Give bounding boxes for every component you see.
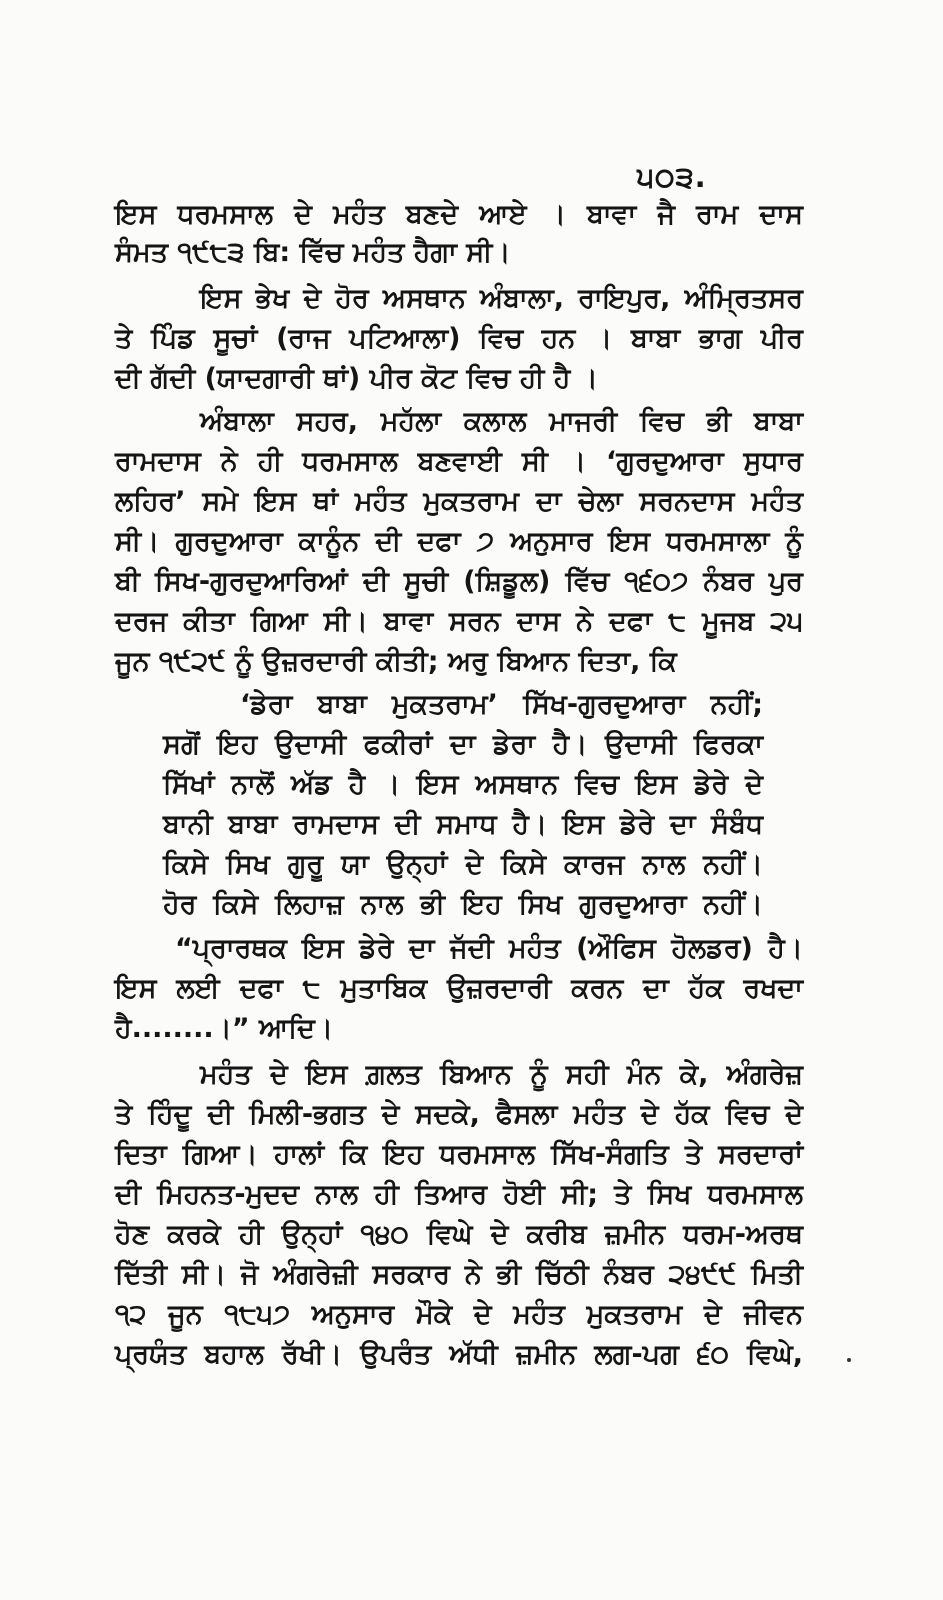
text-line: ਮਹੰਤ ਦੇ ਇਸ ਗ਼ਲਤ ਬਿਆਨ ਨੂੰ ਸਹੀ ਮੰਨ ਕੇ, ਅੰਗਰੇਜ਼ — [200, 1059, 803, 1090]
scan-speck — [847, 1358, 851, 1362]
text-line: ਸਿੱਖਾਂ ਨਾਲੋਂ ਅੱਡ ਹੈ । ਇਸ ਅਸਥਾਨ ਵਿਚ ਇਸ ਡੇਰੇ ਦੇ — [163, 769, 763, 800]
text-line: ਅੰਬਾਲਾ ਸਹਰ, ਮਹੱਲਾ ਕਲਾਲ ਮਾਜਰੀ ਵਿਚ ਭੀ ਬਾਬਾ — [200, 406, 803, 437]
text-line: ਇਸ ਭੇਖ ਦੇ ਹੋਰ ਅਸਥਾਨ ਅੰਬਾਲਾ, ਰਾਇਪੁਰ, ਅੰਮ੍ਰਿਤਸਰ — [200, 283, 803, 314]
text-line: ਦਿਤਾ ਗਿਆ। ਹਾਲਾਂ ਕਿ ਇਹ ਧਰਮਸਾਲ ਸਿੱਖ-ਸੰਗਤਿ ਤੇ ਸਰਦਾਰਾਂ — [115, 1139, 803, 1170]
text-line: ਬਾਨੀ ਬਾਬਾ ਰਾਮਦਾਸ ਦੀ ਸਮਾਧ ਹੈ। ਇਸ ਡੇਰੇ ਦਾ ਸੰਬੰਧ — [163, 809, 763, 840]
text-line: ਰਾਮਦਾਸ ਨੇ ਹੀ ਧਰਮਸਾਲ ਬਣਵਾਈ ਸੀ । ‘ਗੁਰਦੁਆਰਾ ਸੁਧਾਰ — [115, 446, 803, 477]
text-line: ੧੨ ਜੂਨ ੧੮੫੭ ਅਨੁਸਾਰ ਮੌਕੇ ਦੇ ਮਹੰਤ ਮੁਕਤਰਾਮ ਦੇ ਜੀਵਨ — [115, 1299, 803, 1330]
text-line: ਤੇ ਹਿੰਦੂ ਦੀ ਮਿਲੀ-ਭਗਤ ਦੇ ਸਦਕੇ, ਫੈਸਲਾ ਮਹੰਤ ਦੇ ਹੱਕ ਵਿਚ ਦੇ — [115, 1099, 803, 1130]
text-line: ਪ੍ਰਯੰਤ ਬਹਾਲ ਰੱਖੀ। ਉਪਰੰਤ ਅੱਧੀ ਜ਼ਮੀਨ ਲਗ-ਪਗ ੬੦ ਵਿਘੇ, — [115, 1339, 803, 1370]
text-line: ਇਸ ਲਈ ਦਫਾ ੮ ਮੁਤਾਬਿਕ ਉਜ਼ਰਦਾਰੀ ਕਰਨ ਦਾ ਹੱਕ ਰਖਦਾ — [115, 973, 803, 1004]
page-number: ੫੦੩. — [637, 160, 707, 194]
text-line: ਦੀ ਮਿਹਨਤ-ਮੁਦਦ ਨਾਲ ਹੀ ਤਿਆਰ ਹੋਈ ਸੀ; ਤੇ ਸਿਖ ਧਰਮਸਾਲ — [115, 1179, 803, 1210]
text-line: ਦਿੱਤੀ ਸੀ। ਜੋ ਅੰਗਰੇਜ਼ੀ ਸਰਕਾਰ ਨੇ ਭੀ ਚਿੱਠੀ ਨੰਬਰ ੨੪੯੯ ਮਿਤੀ — [115, 1259, 803, 1290]
text-line: ਹੋਰ ਕਿਸੇ ਲਿਹਾਜ਼ ਨਾਲ ਭੀ ਇਹ ਸਿਖ ਗੁਰਦੁਆਰਾ ਨਹੀਂ। — [163, 889, 763, 920]
text-line: ਲਹਿਰ’ ਸਮੇ ਇਸ ਥਾਂ ਮਹੰਤ ਮੁਕਤਰਾਮ ਦਾ ਚੇਲਾ ਸਰਨਦਾਸ ਮਹੰਤ — [115, 486, 803, 517]
text-line: ਦੀ ਗੱਦੀ (ਯਾਦਗਾਰੀ ਥਾਂ) ਪੀਰ ਕੋਟ ਵਿਚ ਹੀ ਹੈ । — [115, 363, 598, 394]
text-line: ਬੀ ਸਿਖ-ਗੁਰਦੁਆਰਿਆਂ ਦੀ ਸੂਚੀ (ਸ਼ਿਡੂਲ) ਵਿੱਚ ੧੬੦੭ ਨੰਬਰ ਪੁਰ — [115, 566, 803, 597]
text-line: ਸੀ। ਗੁਰਦੁਆਰਾ ਕਾਨੂੰਨ ਦੀ ਦਫਾ ੭ ਅਨੁਸਾਰ ਇਸ ਧਰਮਸਾਲਾ ਨੂੰ — [115, 526, 803, 557]
text-line: ਹੈ........।” ਆਦਿ। — [115, 1013, 334, 1044]
text-line: ਸਗੋਂ ਇਹ ਉਦਾਸੀ ਫਕੀਰਾਂ ਦਾ ਡੇਰਾ ਹੈ। ਉਦਾਸੀ ਫਿਰਕਾ — [163, 729, 763, 760]
text-line: ਕਿਸੇ ਸਿਖ ਗੁਰੂ ਯਾ ਉਨ੍ਹਾਂ ਦੇ ਕਿਸੇ ਕਾਰਜ ਨਾਲ ਨਹੀਂ। — [163, 849, 763, 880]
text-line: ਦਰਜ ਕੀਤਾ ਗਿਆ ਸੀ। ਬਾਵਾ ਸਰਨ ਦਾਸ ਨੇ ਦਫਾ ੮ ਮੂਜਬ ੨੫ — [115, 606, 803, 637]
text-line: ਜੂਨ ੧੯੨੯ ਨੂੰ ਉਜ਼ਰਦਾਰੀ ਕੀਤੀ; ਅਰੁ ਬਿਆਨ ਦਿਤਾ, ਕਿ — [115, 646, 677, 677]
text-line: ‘ਡੇਰਾ ਬਾਬਾ ਮੁਕਤਰਾਮ’ ਸਿੱਖ-ਗੁਰਦੁਆਰਾ ਨਹੀਂ; — [240, 689, 763, 720]
text-line: ਇਸ ਧਰਮਸਾਲ ਦੇ ਮਹੰਤ ਬਣਦੇ ਆਏ । ਬਾਵਾ ਜੈ ਰਾਮ ਦਾਸ — [115, 199, 803, 230]
text-line: “ਪ੍ਰਾਰਥਕ ਇਸ ਡੇਰੇ ਦਾ ਜੱਦੀ ਮਹੰਤ (ਔਫਿਸ ਹੋਲਡਰ) ਹੈ। — [175, 933, 803, 964]
text-line: ਹੋਣ ਕਰਕੇ ਹੀ ਉਨ੍ਹਾਂ ੧੪੦ ਵਿਘੇ ਦੇ ਕਰੀਬ ਜ਼ਮੀਨ ਧਰਮ-ਅਰਥ — [115, 1219, 803, 1250]
text-line: ਸੰਮਤ ੧੯੮੩ ਬਿ: ਵਿੱਚ ਮਹੰਤ ਹੈਗਾ ਸੀ। — [115, 237, 511, 268]
text-line: ਤੇ ਪਿੰਡ ਸੂਚਾਂ (ਰਾਜ ਪਟਿਆਲਾ) ਵਿਚ ਹਨ । ਬਾਬਾ ਭਾਗ ਪੀਰ — [115, 323, 803, 354]
